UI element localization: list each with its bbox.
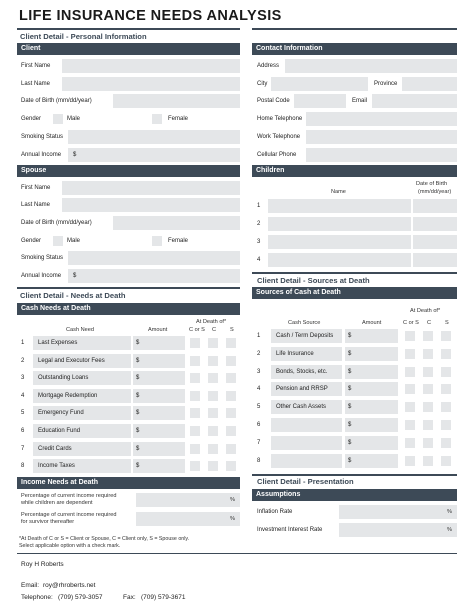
need-c-or-s-checkbox[interactable]	[190, 373, 200, 383]
work-telephone-field[interactable]	[306, 130, 457, 144]
need-label: Income Taxes	[38, 463, 75, 470]
email-field[interactable]	[372, 94, 457, 108]
postal-code-label: Postal Code	[257, 98, 290, 104]
footnote-line-2: Select applicable option with a check mark.	[19, 543, 121, 549]
need-amount-field[interactable]	[133, 424, 185, 438]
address-field[interactable]	[285, 59, 457, 73]
need-c-checkbox[interactable]	[208, 461, 218, 471]
need-c-checkbox[interactable]	[208, 426, 218, 436]
address-label: Address	[257, 63, 280, 69]
need-amount-field[interactable]	[133, 371, 185, 385]
needs-rule	[17, 287, 240, 289]
need-s-checkbox[interactable]	[226, 338, 236, 348]
client-gender-label: Gender	[21, 116, 42, 122]
city-field[interactable]	[271, 77, 368, 91]
need-row-number: 2	[21, 357, 25, 364]
children-header: Children	[252, 165, 457, 177]
source-label: Bonds, Stocks, etc.	[276, 368, 328, 375]
need-s-checkbox[interactable]	[226, 444, 236, 454]
need-s-checkbox[interactable]	[226, 408, 236, 418]
need-dollar: $	[136, 357, 140, 364]
child-row-number: 4	[257, 257, 261, 263]
need-dollar: $	[136, 445, 140, 452]
source-amount-field[interactable]	[345, 365, 398, 379]
cash-needs-header: Cash Needs at Death	[17, 303, 240, 315]
source-s-checkbox[interactable]	[441, 367, 451, 377]
source-amount-field[interactable]	[345, 347, 398, 361]
province-label: Province	[374, 81, 398, 87]
income-row2-pct: %	[230, 516, 235, 522]
spouse-last-name-label: Last Name	[21, 202, 51, 208]
source-row-number: 3	[257, 368, 261, 375]
source-s-checkbox[interactable]	[441, 456, 451, 466]
client-female-label: Female	[168, 116, 189, 122]
need-c-or-s-checkbox[interactable]	[190, 426, 200, 436]
source-dollar: $	[348, 350, 352, 357]
need-amount-field[interactable]	[133, 406, 185, 420]
need-c-or-s-checkbox[interactable]	[190, 356, 200, 366]
client-female-checkbox[interactable]	[152, 114, 162, 124]
source-c-checkbox[interactable]	[423, 349, 433, 359]
need-dollar: $	[136, 410, 140, 417]
spouse-male-label: Male	[67, 238, 81, 244]
need-row-number: 5	[21, 410, 25, 417]
need-label: Credit Cards	[38, 445, 72, 452]
need-s-checkbox[interactable]	[226, 373, 236, 383]
child-name-field[interactable]	[268, 235, 411, 249]
income-row2-text-a: Percentage of current income required	[21, 512, 117, 518]
source-c-or-s-checkbox[interactable]	[405, 331, 415, 341]
client-income-label: Annual Income	[21, 152, 62, 158]
need-label: Emergency Fund	[38, 410, 84, 417]
need-row-number: 4	[21, 392, 25, 399]
source-c-or-s-checkbox[interactable]	[405, 456, 415, 466]
needs-col-cors: C or S	[189, 327, 205, 333]
source-row-number: 4	[257, 386, 261, 393]
need-amount-field[interactable]	[133, 389, 185, 403]
need-row-number: 6	[21, 428, 25, 434]
need-row-number: 8	[21, 463, 25, 470]
client-dob-label: Date of Birth (mm/dd/year)	[21, 98, 92, 104]
source-c-checkbox[interactable]	[423, 420, 433, 430]
footer-fax-label: Fax:	[123, 594, 136, 601]
source-c-or-s-checkbox[interactable]	[405, 402, 415, 412]
source-row-number: 8	[257, 457, 261, 464]
need-label: Mortgage Redemption	[38, 392, 98, 399]
sources-col-source: Cash Source	[288, 320, 321, 326]
need-c-or-s-checkbox[interactable]	[190, 444, 200, 454]
spouse-income-field[interactable]	[68, 269, 240, 283]
page-title: LIFE INSURANCE NEEDS ANALYSIS	[19, 8, 282, 24]
need-dollar: $	[136, 340, 140, 346]
need-s-checkbox[interactable]	[226, 426, 236, 436]
need-c-or-s-checkbox[interactable]	[190, 391, 200, 401]
presentation-rule	[252, 474, 457, 476]
children-dob-format: (mm/dd/year)	[418, 189, 452, 195]
needs-at-death-label: At Death of*	[196, 319, 227, 325]
source-amount-field[interactable]	[345, 382, 398, 396]
need-c-checkbox[interactable]	[208, 444, 218, 454]
footer-phone: (709) 579-3057	[58, 594, 103, 601]
child-dob-field[interactable]	[413, 217, 457, 231]
presentation-section-heading: Client Detail - Presentation	[257, 477, 354, 486]
source-c-checkbox[interactable]	[423, 331, 433, 341]
income-row1-pct: %	[230, 497, 235, 503]
source-s-checkbox[interactable]	[441, 349, 451, 359]
need-c-or-s-checkbox[interactable]	[190, 408, 200, 418]
need-row-number: 7	[21, 445, 25, 452]
need-label: Education Fund	[38, 428, 81, 434]
footnote-line-1: *At Death of C or S = Client or Spouse, C = Client only, S = Spouse only.	[19, 536, 190, 542]
source-row-number: 2	[257, 350, 261, 357]
postal-code-field[interactable]	[294, 94, 346, 108]
title-rule	[17, 28, 240, 30]
needs-col-need: Cash Need	[66, 327, 94, 333]
spouse-male-checkbox[interactable]	[53, 236, 63, 246]
spouse-first-name-field[interactable]	[62, 181, 240, 195]
client-smoking-label: Smoking Status	[21, 134, 64, 140]
source-label: Life Insurance	[276, 350, 314, 357]
source-dollar: $	[348, 422, 352, 428]
source-amount-field[interactable]	[345, 400, 398, 414]
client-male-checkbox[interactable]	[53, 114, 63, 124]
need-amount-field[interactable]	[133, 459, 185, 473]
need-c-or-s-checkbox[interactable]	[190, 338, 200, 348]
child-row-number: 1	[257, 203, 261, 209]
inflation-rate-label: Inflation Rate	[257, 509, 293, 515]
personal-section-heading: Client Detail - Personal Information	[20, 32, 147, 41]
source-row-number: 7	[257, 439, 261, 446]
need-c-checkbox[interactable]	[208, 408, 218, 418]
source-dollar: $	[348, 404, 352, 411]
sources-col-c: C	[427, 320, 432, 326]
inflation-rate-field[interactable]	[339, 505, 457, 519]
sources-section-heading: Client Detail - Sources at Death	[257, 276, 370, 285]
need-amount-field[interactable]	[133, 336, 185, 350]
source-row-number: 1	[257, 333, 261, 339]
spouse-income-label: Annual Income	[21, 273, 62, 279]
need-label: Last Expenses	[38, 340, 78, 346]
children-name-col: Name	[331, 189, 346, 195]
source-amount-field[interactable]	[345, 436, 398, 450]
client-income-field[interactable]	[68, 148, 240, 162]
needs-col-amount: Amount	[148, 327, 168, 333]
client-dob-field[interactable]	[113, 94, 240, 108]
interest-pct: %	[447, 527, 452, 533]
source-s-checkbox[interactable]	[441, 438, 451, 448]
source-row-number: 5	[257, 404, 261, 411]
spouse-smoking-field[interactable]	[68, 251, 240, 265]
need-s-checkbox[interactable]	[226, 356, 236, 366]
home-telephone-label: Home Telephone	[257, 116, 303, 122]
need-label: Legal and Executor Fees	[38, 357, 105, 364]
need-c-checkbox[interactable]	[208, 338, 218, 348]
need-row-number: 1	[21, 340, 25, 346]
client-header: Client	[17, 43, 240, 55]
source-c-checkbox[interactable]	[423, 367, 433, 377]
source-label: Pension and RRSP	[276, 386, 328, 393]
source-c-or-s-checkbox[interactable]	[405, 384, 415, 394]
child-row-number: 2	[257, 221, 261, 227]
footer-rule	[17, 553, 457, 554]
income-needs-header: Income Needs at Death	[17, 477, 240, 489]
spouse-last-name-field[interactable]	[62, 198, 240, 212]
child-dob-field[interactable]	[413, 253, 457, 267]
spouse-income-dollar: $	[73, 273, 77, 279]
source-s-checkbox[interactable]	[441, 331, 451, 341]
source-amount-field[interactable]	[345, 329, 398, 343]
province-field[interactable]	[402, 77, 457, 91]
spouse-female-checkbox[interactable]	[152, 236, 162, 246]
needs-col-s: S	[230, 327, 234, 333]
child-dob-field[interactable]	[413, 235, 457, 249]
source-dollar: $	[348, 368, 352, 375]
title-rule-right	[252, 28, 457, 30]
cell-phone-label: Cellular Phone	[257, 152, 297, 158]
source-c-or-s-checkbox[interactable]	[405, 349, 415, 359]
source-dollar: $	[348, 386, 352, 393]
email-label: Email	[352, 98, 368, 104]
source-dollar: $	[348, 333, 352, 339]
client-first-name-label: First Name	[21, 63, 51, 69]
source-c-checkbox[interactable]	[423, 438, 433, 448]
home-telephone-field[interactable]	[306, 112, 457, 126]
spouse-female-label: Female	[168, 238, 189, 244]
spouse-gender-label: Gender	[21, 238, 42, 244]
client-smoking-field[interactable]	[68, 130, 240, 144]
footer-fax: (709) 579-3671	[141, 594, 186, 601]
cash-sources-header: Sources of Cash at Death	[252, 287, 457, 299]
source-s-checkbox[interactable]	[441, 384, 451, 394]
income-row1-text-b: while children are dependent	[21, 500, 93, 506]
source-label: Other Cash Assets	[276, 404, 327, 411]
needs-col-c: C	[212, 327, 217, 333]
need-c-checkbox[interactable]	[208, 373, 218, 383]
income-row1-text-a: Percentage of current income required	[21, 493, 117, 499]
sources-at-death-label: At Death of*	[410, 308, 441, 314]
client-first-name-field[interactable]	[62, 59, 240, 73]
need-dollar: $	[136, 463, 140, 470]
need-amount-field[interactable]	[133, 354, 185, 368]
source-c-checkbox[interactable]	[423, 384, 433, 394]
income-dependent-pct-field[interactable]	[136, 493, 240, 507]
source-label-cell	[271, 436, 342, 450]
need-row-number: 3	[21, 375, 25, 382]
source-c-or-s-checkbox[interactable]	[405, 367, 415, 377]
need-c-or-s-checkbox[interactable]	[190, 461, 200, 471]
spouse-header: Spouse	[17, 165, 240, 177]
source-amount-field[interactable]	[345, 418, 398, 432]
sources-col-cors: C or S	[403, 320, 419, 326]
client-male-label: Male	[67, 116, 81, 122]
source-dollar: $	[348, 457, 352, 464]
footer-phone-label: Telephone:	[21, 594, 53, 601]
client-income-dollar: $	[73, 152, 77, 158]
sources-rule	[252, 272, 457, 274]
need-label: Outstanding Loans	[38, 375, 89, 382]
interest-rate-field[interactable]	[339, 523, 457, 537]
child-name-field[interactable]	[268, 217, 411, 231]
source-c-or-s-checkbox[interactable]	[405, 438, 415, 448]
need-c-checkbox[interactable]	[208, 391, 218, 401]
source-label-cell	[271, 454, 342, 468]
child-name-field[interactable]	[268, 199, 411, 213]
source-label-cell	[271, 418, 342, 432]
need-s-checkbox[interactable]	[226, 461, 236, 471]
child-name-field[interactable]	[268, 253, 411, 267]
work-telephone-label: Work Telephone	[257, 134, 301, 140]
source-c-checkbox[interactable]	[423, 456, 433, 466]
need-dollar: $	[136, 428, 140, 434]
footer-name: Roy H Roberts	[21, 561, 64, 568]
contact-header: Contact Information	[252, 43, 457, 55]
source-c-checkbox[interactable]	[423, 402, 433, 412]
source-s-checkbox[interactable]	[441, 402, 451, 412]
spouse-smoking-label: Smoking Status	[21, 255, 64, 261]
spouse-dob-label: Date of Birth (mm/dd/year)	[21, 220, 92, 226]
income-row2-text-b: for survivor thereafter	[21, 519, 75, 525]
need-c-checkbox[interactable]	[208, 356, 218, 366]
need-dollar: $	[136, 392, 140, 399]
spouse-first-name-label: First Name	[21, 185, 51, 191]
need-amount-field[interactable]	[133, 442, 185, 456]
income-survivor-pct-field[interactable]	[136, 512, 240, 526]
source-amount-field[interactable]	[345, 454, 398, 468]
footer-email-label: Email:	[21, 582, 40, 589]
client-last-name-field[interactable]	[62, 77, 240, 91]
client-last-name-label: Last Name	[21, 81, 51, 87]
source-s-checkbox[interactable]	[441, 420, 451, 430]
need-dollar: $	[136, 375, 140, 382]
source-dollar: $	[348, 439, 352, 446]
need-s-checkbox[interactable]	[226, 391, 236, 401]
needs-section-heading: Client Detail - Needs at Death	[20, 291, 126, 300]
inflation-pct: %	[447, 509, 452, 515]
spouse-dob-field[interactable]	[113, 216, 240, 230]
footer-email[interactable]: roy@rhroberts.net	[43, 582, 96, 589]
children-dob-col: Date of Birth	[416, 181, 448, 187]
city-label: City	[257, 81, 268, 87]
assumptions-header: Assumptions	[252, 489, 457, 501]
cell-phone-field[interactable]	[306, 148, 457, 162]
sources-col-s: S	[445, 320, 449, 326]
source-row-number: 6	[257, 422, 261, 428]
source-label: Cash / Term Deposits	[276, 333, 334, 339]
child-row-number: 3	[257, 239, 261, 245]
child-dob-field[interactable]	[413, 199, 457, 213]
interest-rate-label: Investment Interest Rate	[257, 527, 323, 533]
sources-col-amount: Amount	[362, 320, 382, 326]
source-c-or-s-checkbox[interactable]	[405, 420, 415, 430]
